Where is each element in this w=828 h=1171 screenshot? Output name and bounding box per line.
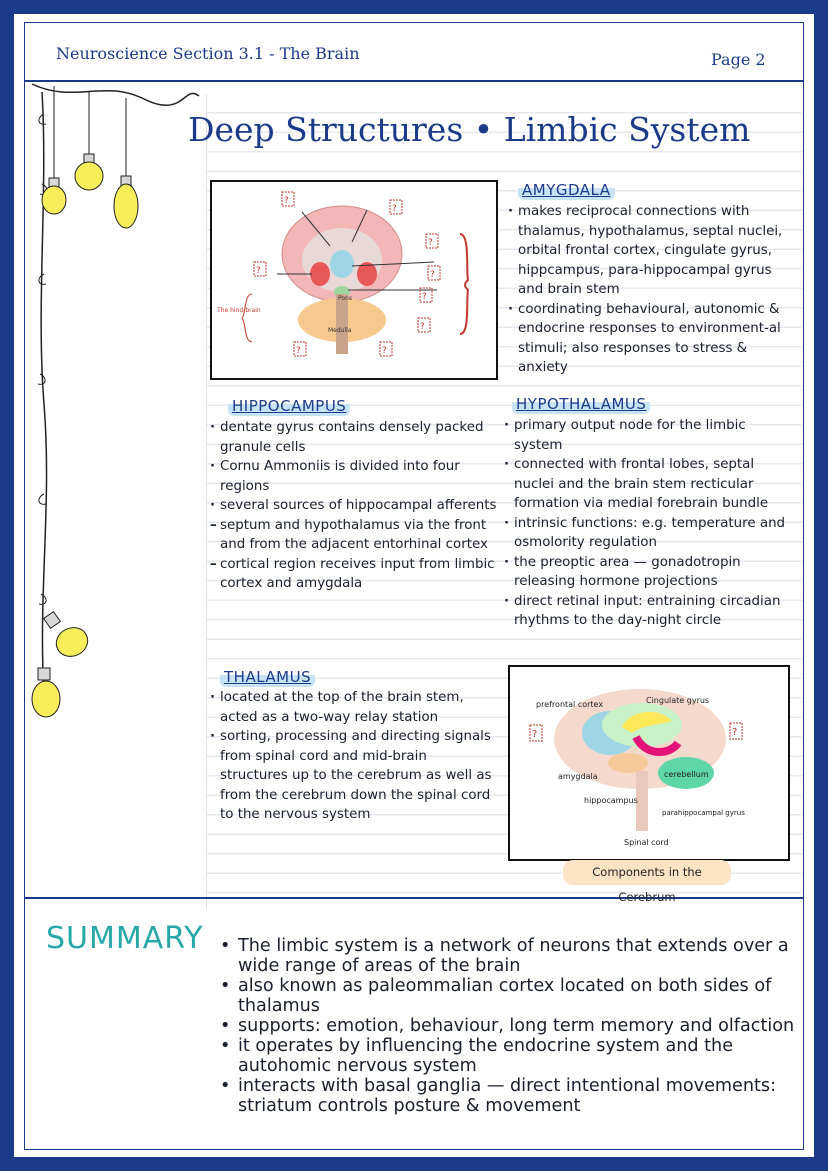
unknown-marker: ? bbox=[296, 346, 301, 356]
thalamus-heading: THALAMUS bbox=[220, 667, 315, 687]
bulb-icon bbox=[114, 176, 138, 228]
list-item: · intrinsic functions: e.g. temperature and osmolority regulation bbox=[504, 514, 798, 553]
notebook-page bbox=[14, 14, 814, 1157]
hippocampus-heading: HIPPOCAMPUS bbox=[228, 396, 350, 416]
parahippocampal-label: parahippocampal gyrus bbox=[662, 809, 745, 817]
list-item: · connected with frontal lobes, septal nuclei and the brain stem recticular formation via medial forebrain bundle bbox=[504, 455, 798, 514]
unknown-marker: ? bbox=[430, 270, 435, 280]
cerebellum-label: cerebellum bbox=[664, 770, 709, 779]
page-number: Page 2 bbox=[711, 50, 766, 69]
summary-list bbox=[220, 936, 795, 1116]
medulla-label: Medulla bbox=[328, 327, 352, 334]
bulb-icon bbox=[42, 178, 66, 214]
list-item: · direct retinal input: entraining circadian rhythms to the day-night circle bbox=[504, 592, 798, 631]
figure-caption: Components in the Cerebrum bbox=[563, 860, 731, 885]
hindbrain-label: The hind-brain bbox=[217, 307, 261, 314]
page-title: Deep Structures • Limbic System bbox=[188, 110, 751, 149]
cerebrum-components-figure bbox=[508, 665, 790, 861]
header-section: Neuroscience Section 3.1 - The Brain bbox=[56, 44, 360, 63]
list-item: · dentate gyrus contains densely packed granule cells bbox=[210, 418, 500, 457]
unknown-marker: ? bbox=[382, 346, 387, 356]
hypothalamus-heading: HYPOTHALAMUS bbox=[512, 394, 650, 414]
thalamus-list bbox=[210, 688, 498, 825]
hippocampus-list bbox=[210, 418, 500, 594]
summary-divider bbox=[24, 897, 804, 899]
amygdala-heading: AMYGDALA bbox=[518, 180, 615, 200]
amygdala-list bbox=[508, 202, 798, 378]
list-item: · Cornu Ammoniis is divided into four regions bbox=[210, 457, 500, 496]
bulb-icon bbox=[32, 668, 60, 717]
list-item: • supports: emotion, behaviour, long term memory and olfaction bbox=[220, 1016, 795, 1036]
hippocampus-label: hippocampus bbox=[584, 796, 638, 805]
list-item: · the preoptic area — gonadotropin releasing hormone projections bbox=[504, 553, 798, 592]
spinal-label: Spinal cord bbox=[624, 838, 669, 847]
bulb-icon bbox=[75, 154, 103, 190]
list-item: • The limbic system is a network of neurons that extends over a wide range of areas of the brain bbox=[220, 936, 795, 976]
summary-heading: SUMMARY bbox=[46, 921, 204, 956]
list-item: · several sources of hippocampal afferents bbox=[210, 496, 500, 516]
bulb-icon bbox=[44, 612, 93, 662]
vine-bulbs-decoration bbox=[14, 74, 204, 724]
hypothalamus-list bbox=[504, 416, 798, 631]
unknown-marker: ? bbox=[256, 266, 261, 276]
list-item: – septum and hypothalamus via the front and from the adjacent entorhinal cortex bbox=[210, 516, 500, 555]
unknown-marker: ? bbox=[420, 322, 425, 332]
unknown-marker: ? bbox=[532, 729, 538, 740]
list-item: · makes reciprocal connections with thalamus, hypothalamus, septal nuclei, orbital frontal cortex, cingulate gyrus, hippcampus, para-hippocampal gyrus and brain stem bbox=[508, 202, 798, 300]
unknown-marker: ? bbox=[732, 727, 738, 738]
unknown-marker: ? bbox=[392, 204, 397, 214]
unknown-marker: ? bbox=[422, 292, 427, 302]
list-item: – cortical region receives input from limbic cortex and amygdala bbox=[210, 555, 500, 594]
unknown-marker: ? bbox=[428, 238, 433, 248]
unknown-marker: ? bbox=[284, 196, 289, 206]
list-item: · coordinating behavioural, autonomic & endocrine responses to environment-al stimuli; also responses to stress & anxiety bbox=[508, 300, 798, 378]
list-item: · primary output node for the limbic system bbox=[504, 416, 798, 455]
list-item: · located at the top of the brain stem, acted as a two-way relay station bbox=[210, 688, 498, 727]
list-item: • interacts with basal ganglia — direct intentional movements: striatum controls posture & movement bbox=[220, 1076, 795, 1116]
margin-line bbox=[206, 94, 207, 909]
amygdala-label: amygdala bbox=[558, 772, 598, 781]
list-item: • it operates by influencing the endocrine system and the autohomic nervous system bbox=[220, 1036, 795, 1076]
list-item: • also known as paleommalian cortex located on both sides of thalamus bbox=[220, 976, 795, 1016]
prefrontal-label: prefrontal cortex bbox=[536, 700, 604, 709]
amygdala-brace-icon bbox=[454, 230, 478, 340]
cerebrum-diagram bbox=[510, 667, 788, 859]
list-item: · sorting, processing and directing signals from spinal cord and mid-brain structures up to the cerebrum as well as from the cerebrum down the spinal cord to the nervous system bbox=[210, 727, 498, 825]
pons-label: Pons bbox=[338, 295, 353, 302]
cingulate-label: Cingulate gyrus bbox=[646, 696, 710, 705]
